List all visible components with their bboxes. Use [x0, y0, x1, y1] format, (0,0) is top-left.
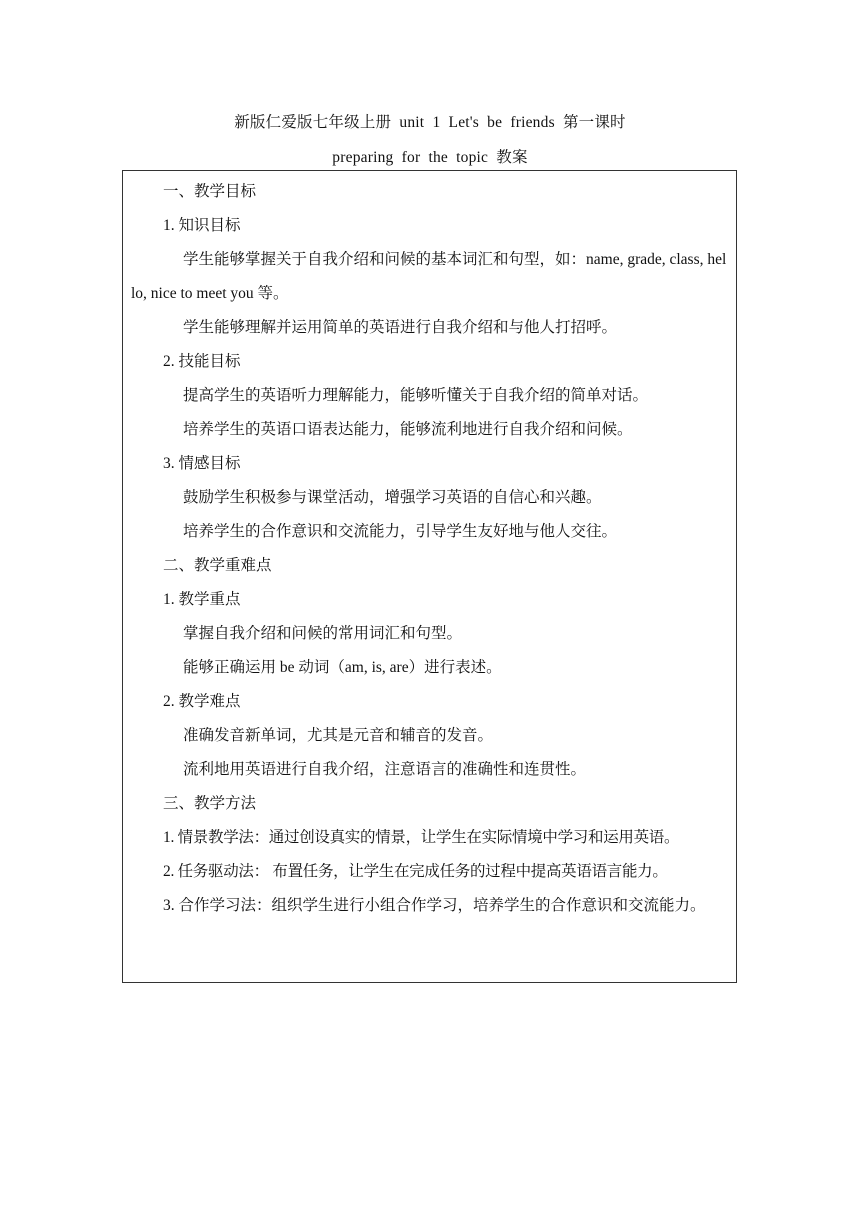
- paragraph: 培养学生的英语口语表达能力，能够流利地进行自我介绍和问候。: [183, 421, 633, 438]
- document-subtitle: preparing for the topic 教案: [332, 149, 528, 166]
- paragraph: 准确发音新单词，尤其是元音和辅音的发音。: [183, 727, 494, 744]
- paragraph: 学生能够理解并运用简单的英语进行自我介绍和与他人打招呼。: [183, 319, 618, 336]
- subheading-emotional-objectives: 3. 情感目标: [163, 455, 241, 472]
- subheading-teaching-difficulties: 2. 教学难点: [163, 693, 241, 710]
- subheading-skill-objectives: 2. 技能目标: [163, 353, 241, 370]
- paragraph: 流利地用英语进行自我介绍，注意语言的准确性和连贯性。: [183, 761, 587, 778]
- section-heading-key-points: 二、教学重难点: [163, 557, 272, 574]
- subheading-knowledge-objectives: 1. 知识目标: [163, 217, 241, 234]
- section-heading-objectives: 一、教学目标: [163, 183, 257, 200]
- paragraph: 提高学生的英语听力理解能力，能够听懂关于自我介绍的简单对话。: [183, 387, 649, 404]
- subheading-teaching-focus: 1. 教学重点: [163, 591, 241, 608]
- section-heading-methods: 三、教学方法: [163, 795, 257, 812]
- method-item: 2. 任务驱动法： 布置任务，让学生在完成任务的过程中提高英语语言能力。: [163, 863, 668, 880]
- paragraph: 培养学生的合作意识和交流能力，引导学生友好地与他人交往。: [183, 523, 618, 540]
- method-item: 1. 情景教学法：通过创设真实的情景，让学生在实际情境中学习和运用英语。: [163, 829, 680, 846]
- lesson-plan-table: [122, 170, 737, 983]
- method-item: 3. 合作学习法：组织学生进行小组合作学习，培养学生的合作意识和交流能力。: [163, 897, 706, 914]
- paragraph: 鼓励学生积极参与课堂活动，增强学习英语的自信心和兴趣。: [183, 489, 602, 506]
- document-title: 新版仁爱版七年级上册 unit 1 Let's be friends 第一课时: [234, 114, 626, 131]
- paragraph: 掌握自我介绍和问候的常用词汇和句型。: [183, 625, 463, 642]
- paragraph: 能够正确运用 be 动词（am, is, are）进行表述。: [183, 659, 502, 676]
- paragraph: 学生能够掌握关于自我介绍和问候的基本词汇和句型，如：name, grade, class, hello, nice to meet you 等。: [131, 251, 727, 302]
- lesson-plan-content: [123, 175, 736, 923]
